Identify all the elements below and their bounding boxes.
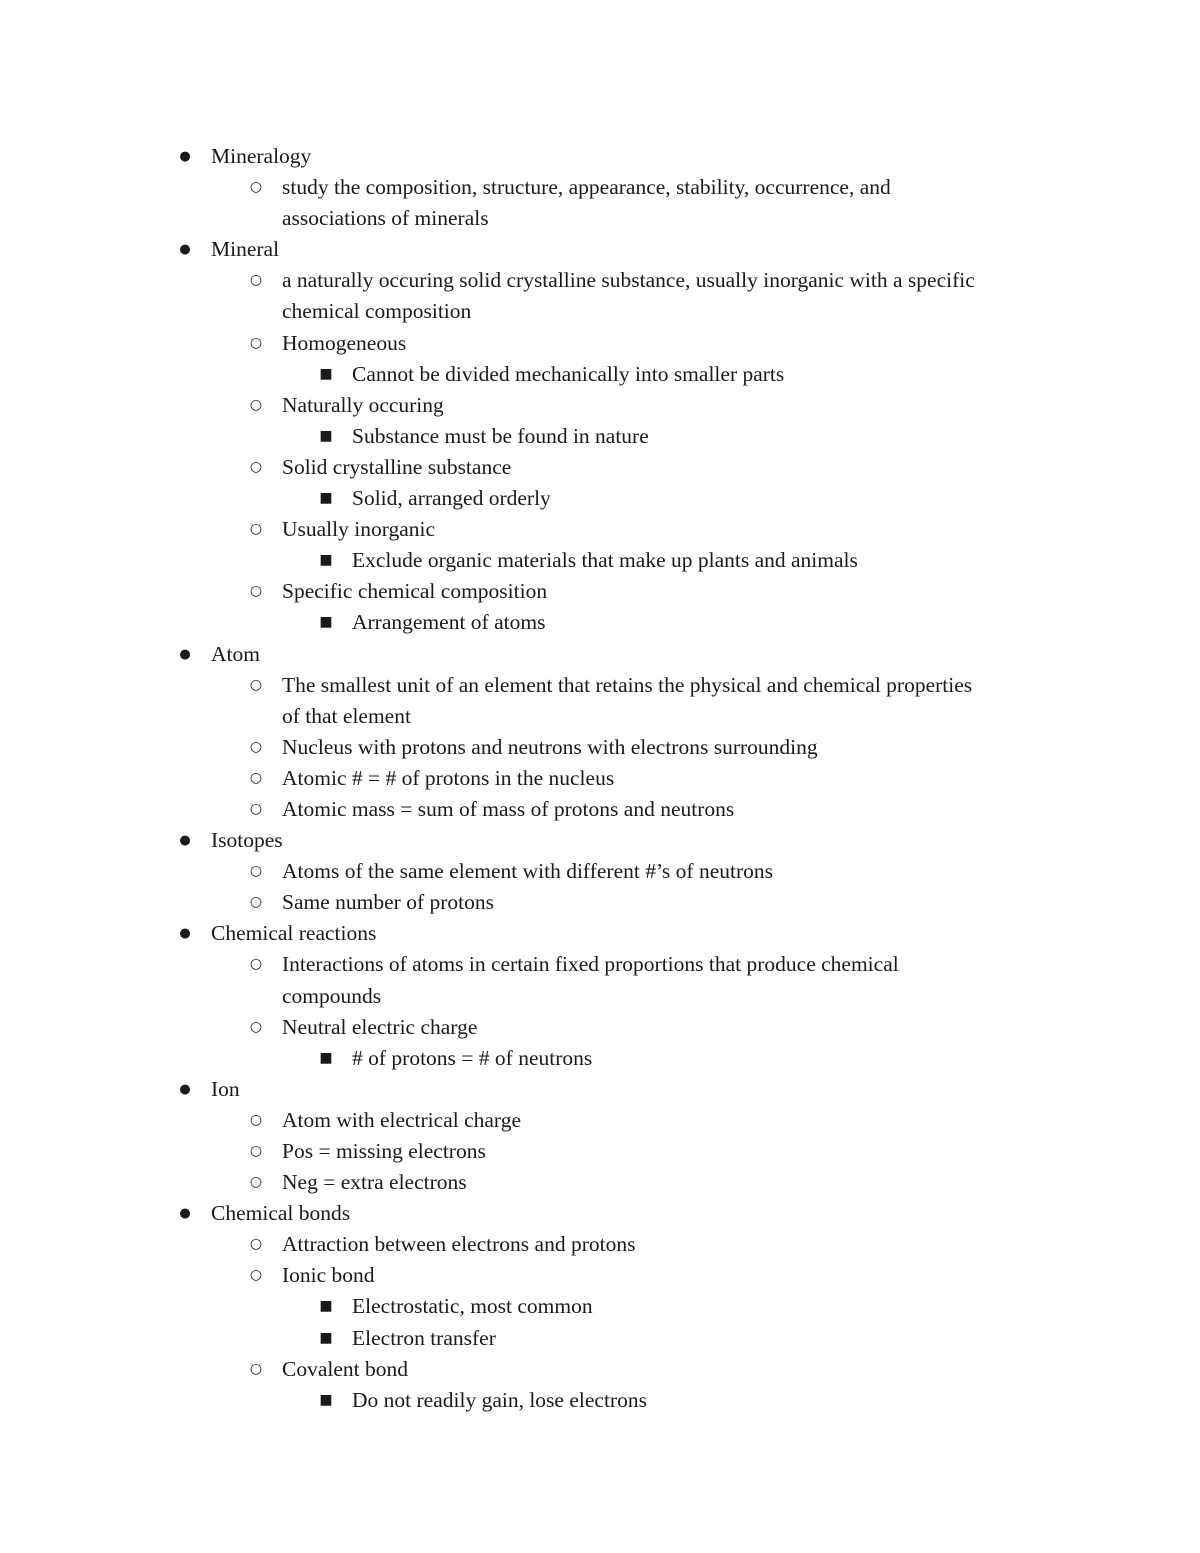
hollow-circle-bullet-icon: ○ <box>249 396 263 413</box>
list-item-level-2 <box>0 452 1200 483</box>
hollow-circle-bullet-icon: ○ <box>249 1174 263 1191</box>
list-item-text: Solid crystalline substance <box>282 454 512 479</box>
document-outline <box>0 141 1200 1416</box>
list-item-level-2 <box>0 670 1200 701</box>
list-item-text: Cannot be divided mechanically into smaller parts <box>352 361 785 386</box>
list-item-text: Specific chemical composition <box>282 579 548 604</box>
hollow-circle-bullet-icon: ○ <box>249 800 263 817</box>
hollow-circle-bullet-icon: ○ <box>249 1018 263 1035</box>
filled-circle-bullet-icon: ● <box>179 833 191 849</box>
list-item-level-3 <box>0 421 1200 452</box>
list-item-level-3 <box>0 607 1200 638</box>
list-item-level-2 <box>0 732 1200 763</box>
list-item-level-1 <box>0 1074 1200 1105</box>
list-item-level-3 <box>0 1323 1200 1354</box>
hollow-circle-bullet-icon: ○ <box>249 676 263 693</box>
square-bullet-icon: ■ <box>319 427 333 444</box>
list-item-text: Naturally occuring <box>282 392 444 417</box>
list-item-text: Neg = extra electrons <box>282 1170 467 1195</box>
list-item-text: Usually inorganic <box>282 517 436 542</box>
list-item-level-2 <box>0 514 1200 545</box>
filled-circle-bullet-icon: ● <box>179 646 191 662</box>
list-item-level-2 <box>0 328 1200 359</box>
list-item-level-1 <box>0 1198 1200 1229</box>
list-item-level-2 <box>0 856 1200 887</box>
list-item-level-2 <box>0 576 1200 607</box>
list-item-level-3 <box>0 1043 1200 1074</box>
list-item-text: Electron transfer <box>352 1325 496 1350</box>
list-item-text: Solid, arranged orderly <box>352 486 551 511</box>
hollow-circle-bullet-icon: ○ <box>249 863 263 880</box>
list-item-text: associations of minerals <box>282 206 489 231</box>
hollow-circle-bullet-icon: ○ <box>249 769 263 786</box>
list-item-text: Atomic # = # of protons in the nucleus <box>282 765 615 790</box>
list-item-level-2 <box>0 949 1200 980</box>
hollow-circle-bullet-icon: ○ <box>249 334 263 351</box>
list-item-level-2 <box>0 1012 1200 1043</box>
list-item-level-2 <box>0 265 1200 296</box>
list-item-text: Mineral <box>211 237 280 262</box>
list-item-level-2 <box>0 390 1200 421</box>
square-bullet-icon: ■ <box>319 614 333 631</box>
list-item-continuation <box>0 203 1200 234</box>
list-item-level-2 <box>0 1354 1200 1385</box>
list-item-level-3 <box>0 483 1200 514</box>
list-item-continuation <box>0 981 1200 1012</box>
hollow-circle-bullet-icon: ○ <box>249 521 263 538</box>
list-item-text: of that element <box>282 703 411 728</box>
square-bullet-icon: ■ <box>319 1329 333 1346</box>
list-item-level-2 <box>0 887 1200 918</box>
list-item-level-1 <box>0 141 1200 172</box>
list-item-text: Attraction between electrons and protons <box>282 1232 636 1257</box>
list-item-level-2 <box>0 1167 1200 1198</box>
list-item-level-2 <box>0 1229 1200 1260</box>
square-bullet-icon: ■ <box>319 1391 333 1408</box>
list-item-text: Neutral electric charge <box>282 1014 478 1039</box>
hollow-circle-bullet-icon: ○ <box>249 1143 263 1159</box>
hollow-circle-bullet-icon: ○ <box>249 738 263 755</box>
list-item-text: Electrostatic, most common <box>352 1294 593 1319</box>
list-item-level-3 <box>0 1291 1200 1322</box>
square-bullet-icon: ■ <box>319 490 333 507</box>
list-item-text: Interactions of atoms in certain fixed proportions that produce chemical <box>282 952 899 977</box>
list-item-continuation <box>0 701 1200 732</box>
list-item-text: Nucleus with protons and neutrons with electrons surrounding <box>282 734 818 759</box>
list-item-text: Homogeneous <box>282 330 407 355</box>
square-bullet-icon: ■ <box>319 552 333 569</box>
filled-circle-bullet-icon: ● <box>179 1206 191 1222</box>
list-item-text: Chemical reactions <box>211 921 377 946</box>
list-item-continuation <box>0 296 1200 327</box>
list-item-text: Same number of protons <box>282 890 494 915</box>
filled-circle-bullet-icon: ● <box>179 242 191 258</box>
list-item-level-3 <box>0 1385 1200 1416</box>
list-item-level-1 <box>0 639 1200 670</box>
hollow-circle-bullet-icon: ○ <box>249 1236 263 1253</box>
list-item-level-1 <box>0 234 1200 265</box>
list-item-text: Isotopes <box>211 828 283 853</box>
list-item-text: Atomic mass = sum of mass of protons and neutrons <box>282 796 735 821</box>
list-item-text: Ion <box>211 1076 240 1101</box>
hollow-circle-bullet-icon: ○ <box>249 1360 263 1377</box>
list-item-text: chemical composition <box>282 299 472 324</box>
list-item-text: study the composition, structure, appearance, stability, occurrence, and <box>282 175 891 200</box>
square-bullet-icon: ■ <box>319 1049 333 1066</box>
list-item-level-2 <box>0 1260 1200 1291</box>
list-item-level-3 <box>0 359 1200 390</box>
list-item-level-2 <box>0 172 1200 203</box>
square-bullet-icon: ■ <box>319 365 333 382</box>
list-item-text: Substance must be found in nature <box>352 423 649 448</box>
list-item-text: Atom with electrical charge <box>282 1107 521 1132</box>
filled-circle-bullet-icon: ● <box>179 149 191 164</box>
hollow-circle-bullet-icon: ○ <box>249 458 263 475</box>
list-item-text: Do not readily gain, lose electrons <box>352 1387 647 1412</box>
list-item-text: The smallest unit of an element that retains the physical and chemical properties <box>282 672 973 697</box>
list-item-text: a naturally occuring solid crystalline substance, usually inorganic with a specific <box>282 268 975 293</box>
hollow-circle-bullet-icon: ○ <box>249 894 263 911</box>
list-item-text: Exclude organic materials that make up plants and animals <box>352 548 858 573</box>
list-item-level-2 <box>0 763 1200 794</box>
list-item-level-2 <box>0 794 1200 825</box>
list-item-level-1 <box>0 918 1200 949</box>
list-item-level-2 <box>0 1105 1200 1136</box>
hollow-circle-bullet-icon: ○ <box>249 583 263 600</box>
list-item-text: # of protons = # of neutrons <box>352 1045 593 1070</box>
list-item-text: Atom <box>211 641 260 666</box>
list-item-text: Mineralogy <box>211 144 312 168</box>
hollow-circle-bullet-icon: ○ <box>249 1111 263 1128</box>
list-item-level-3 <box>0 545 1200 576</box>
list-item-text: Pos = missing electrons <box>282 1139 486 1163</box>
list-item-text: Ionic bond <box>282 1263 375 1288</box>
filled-circle-bullet-icon: ● <box>179 1081 191 1097</box>
list-item-text: Covalent bond <box>282 1356 408 1381</box>
square-bullet-icon: ■ <box>319 1298 333 1315</box>
filled-circle-bullet-icon: ● <box>179 926 191 942</box>
list-item-text: compounds <box>282 983 382 1008</box>
list-item-level-2 <box>0 1136 1200 1167</box>
list-item-level-1 <box>0 825 1200 856</box>
list-item-text: Chemical bonds <box>211 1201 351 1226</box>
list-item-text: Arrangement of atoms <box>352 610 546 635</box>
hollow-circle-bullet-icon: ○ <box>249 272 263 289</box>
hollow-circle-bullet-icon: ○ <box>249 179 263 196</box>
hollow-circle-bullet-icon: ○ <box>249 1267 263 1284</box>
hollow-circle-bullet-icon: ○ <box>249 956 263 973</box>
list-item-text: Atoms of the same element with different #’s of neutrons <box>282 859 774 884</box>
